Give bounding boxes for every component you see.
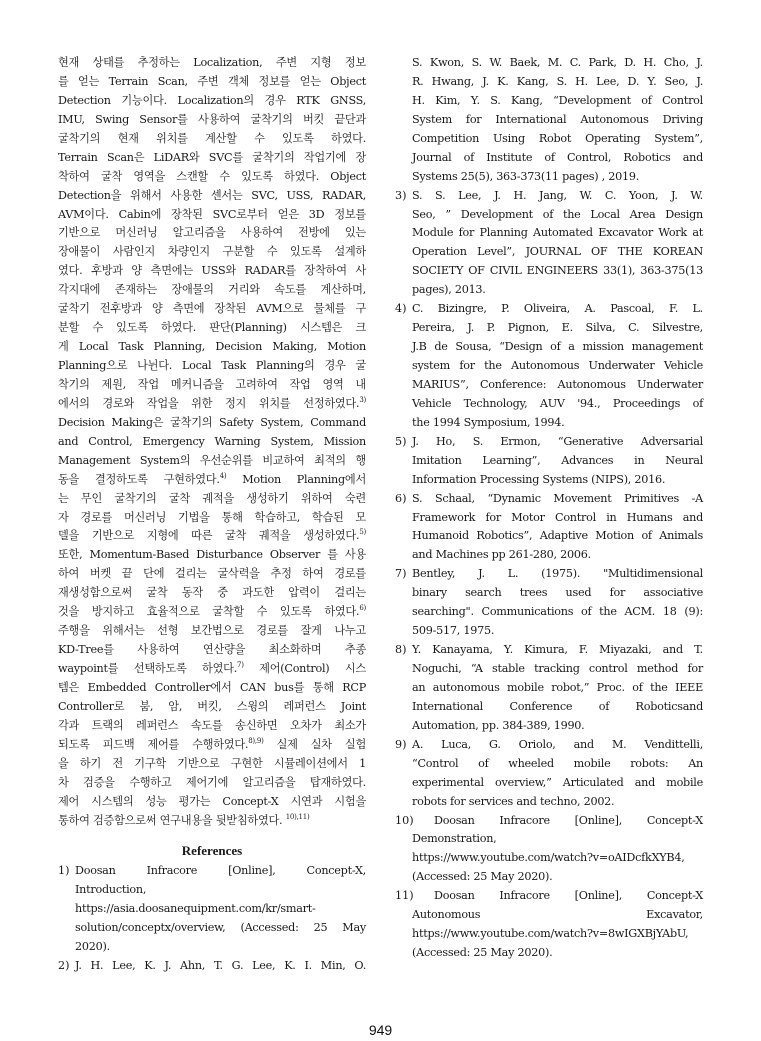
body-line: 템은 Embedded Controller에서 CAN bus를 통해 RCP [58,680,366,694]
reference-line: Information Processing Systems (NIPS), 2016. [412,472,666,486]
reference-item-2 [58,957,366,976]
body-line: 게 Local Task Planning, Decision Making, Motion [58,340,366,354]
reference-line: Imitation Learning”, Advances in Neural [412,453,703,467]
reference-line: Doosan Infracore [Online], Concept-X [434,813,703,827]
body-line: 를 얻는 Terrain Scan, 주변 객체 정보를 얻는 Object [58,74,366,88]
body-line: KD-Tree를 사용하여 연산량을 최소화하며 추종 [58,643,366,657]
body-line-text: 통하여 검증함으로써 연구내용을 뒷받침하였다. [58,813,283,827]
reference-number: 2) [58,959,70,973]
body-line: 하여 버켓 끝 단에 걸리는 굴삭력을 추정 하여 경로를 [58,567,366,581]
body-line: 을 하기 전 기구학 기반으로 구현한 시뮬레이션에서 1 [58,756,366,770]
reference-line: Humanoid Robotics”, Adaptive Motion of Animals [412,529,703,543]
citation-marker: 5) [359,528,366,537]
body-line: 굴착기의 현재 위치를 계산할 수 있도록 하였다. [58,131,366,145]
reference-number: 8) [395,643,407,657]
reference-line: H. Kim, Y. S. Kang, “Development of Control [412,93,703,107]
reference-line: the 1994 Symposium, 1994. [412,415,565,429]
body-line: 분할 수 있도록 하였다. 판단(Planning) 시스템은 크 [58,321,366,335]
reference-line: Systems 25(5), 363-373(11 pages) , 2019. [412,169,640,183]
reference-line: Automation, pp. 384-389, 1990. [412,718,585,732]
reference-line: Demonstration, [412,832,497,846]
reference-line: (Accessed: 25 May 2020). [412,870,553,884]
reference-number: 1) [58,864,70,878]
body-line-text: 동을 결정하도록 구현하였다. [58,472,220,486]
body-line [58,395,366,414]
reference-line: https://asia.doosanequipment.com/kr/smart- [75,902,316,916]
body-line: 는 무인 굴착기의 굴착 궤적을 생성하기 위하여 숙련 [58,491,366,505]
reference-line: Operation Level”, JOURNAL OF THE KOREAN [412,245,703,259]
reference-line: System for International Autonomous Driving [412,112,703,126]
body-line: Planning으로 나뉜다. Local Task Planning의 경우 굴 [58,359,366,372]
reference-line: S. Schaal, “Dynamic Movement Primitives -A [412,491,703,505]
citation-marker: 3) [359,395,366,404]
reference-line: “Control of wheeled mobile robots: An [412,756,703,770]
body-line: 차 검증을 수행하고 제어기에 알고리즘을 탑재하였다. [58,775,366,789]
body-line: 착기의 제원, 작업 메커니즘을 고려하여 작업 영역 내 [58,377,366,391]
body-line [58,812,366,831]
reference-line: 2020). [75,940,110,954]
reference-line: Vehicle Technology, AUV '94., Proceedings of [412,396,703,410]
reference-line: A. Luca, G. Oriolo, and M. Vendittelli, [412,737,703,751]
reference-line: (Accessed: 25 May 2020). [412,946,553,960]
body-text [58,54,366,830]
body-line: Management System의 우선순위를 비교하여 최적의 행 [58,453,366,467]
body-line [58,603,366,622]
reference-item-7 [395,565,703,641]
body-line: 각지대에 존재하는 장애물의 거리와 속도를 계산하며, [58,283,366,297]
reference-line: Doosan Infracore [Online], Concept-X [434,889,703,903]
body-line: 착하여 굴착 영역을 스캔할 수 있도록 하였다. Object [58,169,366,183]
reference-number: 4) [395,302,407,316]
reference-line: binary search trees used for associative [412,586,703,600]
reference-line: International Conference of Roboticsand [412,699,703,713]
reference-line: Seo, ” Development of the Local Area Design [412,207,703,221]
reference-line: Noguchi, “A stable tracking control method for [412,662,703,675]
body-line: 또한, Momentum-Based Disturbance Observer 를 사용 [58,548,366,562]
body-line: 였다. 후방과 양 측면에는 USS와 RADAR를 장착하여 사 [58,264,366,278]
body-line-text: 실제 실차 실험 [263,737,366,751]
reference-line: Y. Kanayama, Y. Kimura, F. Miyazaki, and T. [412,643,703,657]
reference-line: https://www.youtube.com/watch?v=8wIGXBjYAbU, [412,927,689,941]
reference-line: and Machines pp 261-280, 2006. [412,548,591,562]
body-line: and Control, Emergency Warning System, Mission [58,434,366,448]
reference-line: J. H. Lee, K. J. Ahn, T. G. Lee, K. I. Min, O. [75,959,366,973]
body-line-text: 에서의 경로와 작업을 위한 정지 위치를 선정하였다. [58,396,360,410]
reference-line: system for the Autonomous Underwater Vehicle [412,359,703,372]
citation-marker: 6) [359,604,366,613]
body-line [58,527,366,546]
body-line: 장애물이 사람인지 차량인지 구분할 수 있도록 설계하 [58,245,366,259]
page-number: 949 [368,1022,393,1038]
body-line-text: Motion Planning에서 [226,472,367,486]
reference-line: J. Ho, S. Ermon, “Generative Adversarial [412,434,703,448]
reference-item-3 [395,187,703,301]
body-line: Detection 기능이다. Localization의 경우 RTK GNSS, [58,93,366,107]
reference-line: searching". Communications of the ACM. 18 (9): [412,605,703,619]
reference-line: MARIUS”, Conference: Autonomous Underwater [412,377,703,391]
reference-line: https://www.youtube.com/watch?v=oAIDcfkXYB4, [412,851,685,865]
body-line: AVM이다. Cabin에 장착된 SVC로부터 얻은 3D 정보를 [58,207,366,221]
body-line-text: 되도록 피드백 제어를 수행하였다. [58,737,249,751]
reference-item-2-continued [395,54,703,187]
reference-item-5 [395,433,703,490]
reference-number: 5) [395,434,407,448]
body-line [58,471,366,490]
reference-line: pages), 2013. [412,283,486,297]
reference-item-10 [395,812,703,888]
body-line: IMU, Swing Sensor를 사용하여 굴착기의 버킷 끝단과 [58,112,366,126]
body-line-text: 델을 기반으로 지형에 따른 굴착 궤적을 생성하였다. [58,529,360,543]
reference-line: Introduction, [75,883,147,897]
reference-line: Journal of Institute of Control, Robotics and [412,150,703,164]
body-line: 주행을 위해서는 선형 보간법으로 경로를 잘게 나누고 [58,624,366,638]
body-line-text: 것을 방지하고 효율적으로 굴착할 수 있도록 하였다. [58,605,360,619]
body-line-text: 제어(Control) 시스 [243,662,366,675]
reference-line: Doosan Infracore [Online], Concept-X, [75,864,366,878]
reference-line: R. Hwang, J. K. Kang, S. H. Lee, D. Y. Seo, J. [412,74,703,88]
left-column [58,54,366,976]
body-line: Decision Making은 굴착기의 Safety System, Command [58,415,366,429]
reference-line: 509-517, 1975. [412,624,495,638]
reference-line: Pereira, J. P. Pignon, E. Silva, C. Silvestre, [412,321,703,335]
body-line: 재생성함으로써 굴착 동작 중 과도한 압력이 걸리는 [58,586,366,600]
reference-number: 6) [395,491,407,505]
reference-item-4 [395,300,703,433]
reference-line: C. Bizingre, P. Oliveira, A. Pascoal, F. L. [412,302,703,316]
body-line [58,660,366,679]
reference-number: 3) [395,188,407,202]
reference-item-6 [395,490,703,566]
body-line: 현재 상태를 추정하는 Localization, 주변 지형 정보 [58,56,366,69]
reference-line: S. Kwon, S. W. Baek, M. C. Park, D. H. Cho, J. [412,56,703,69]
citation-marker: 7) [237,661,244,669]
reference-number: 7) [395,567,407,581]
citation-marker: 10),11) [285,812,310,821]
references-heading: References [181,843,243,859]
body-line: 제어 시스템의 성능 평가는 Concept-X 시연과 시험을 [58,794,366,808]
reference-number: 10) [395,813,414,827]
reference-line: SOCIETY OF CIVIL ENGINEERS 33(1), 363-375(13 [412,264,703,278]
reference-item-11 [395,887,703,963]
reference-line: Framework for Motor Control in Humans and [412,510,703,524]
body-line: 굴착기 전후방과 양 측면에 장착된 AVM으로 물체를 구 [58,302,366,316]
reference-line: solution/conceptx/overview, (Accessed: 25 May [75,921,366,935]
reference-line: Bentley, J. L. (1975). "Multidimensional [412,567,703,581]
reference-line: Competition Using Robot Operating System”, [412,131,703,145]
reference-line: Module for Planning Automated Excavator Work at [412,226,703,240]
reference-line: S. S. Lee, J. H. Jang, W. C. Yoon, J. W. [412,188,703,202]
citation-marker: 4) [219,471,227,480]
body-line: Controller로 붐, 암, 버킷, 스윙의 레퍼런스 Joint [58,699,366,713]
reference-line: an autonomous mobile robot,” Proc. of the IEEE [412,680,703,694]
reference-number: 9) [395,737,407,751]
body-line: 기반으로 머신러닝 알고리즘을 사용하여 전방에 있는 [58,226,366,240]
reference-line: robots for services and techno, 2002. [412,794,615,808]
body-line: Terrain Scan은 LiDAR와 SVC를 굴착기의 작업기에 장 [58,150,366,164]
reference-item-8 [395,641,703,736]
body-line: 각과 트랙의 레퍼런스 속도를 송신하면 오차가 최소가 [58,718,366,732]
reference-item-9 [395,736,703,812]
body-line [58,736,366,755]
body-line-text: waypoint를 선택하도록 하였다. [58,662,237,675]
reference-line: Autonomous Excavator, [412,908,703,922]
body-line: Detection을 위해서 사용한 센서는 SVC, USS, RADAR, [58,188,366,202]
citation-marker: 8),9) [248,736,264,745]
body-line: 자 경로를 머신러닝 기법을 통해 학습하고, 학습된 모 [58,510,366,524]
reference-item-1 [58,862,366,957]
reference-number: 11) [395,889,414,903]
reference-line: J.B de Sousa, “Design of a mission management [412,340,703,354]
reference-line: experimental overview,” Articulated and mobile [412,775,703,789]
right-column [395,54,703,963]
